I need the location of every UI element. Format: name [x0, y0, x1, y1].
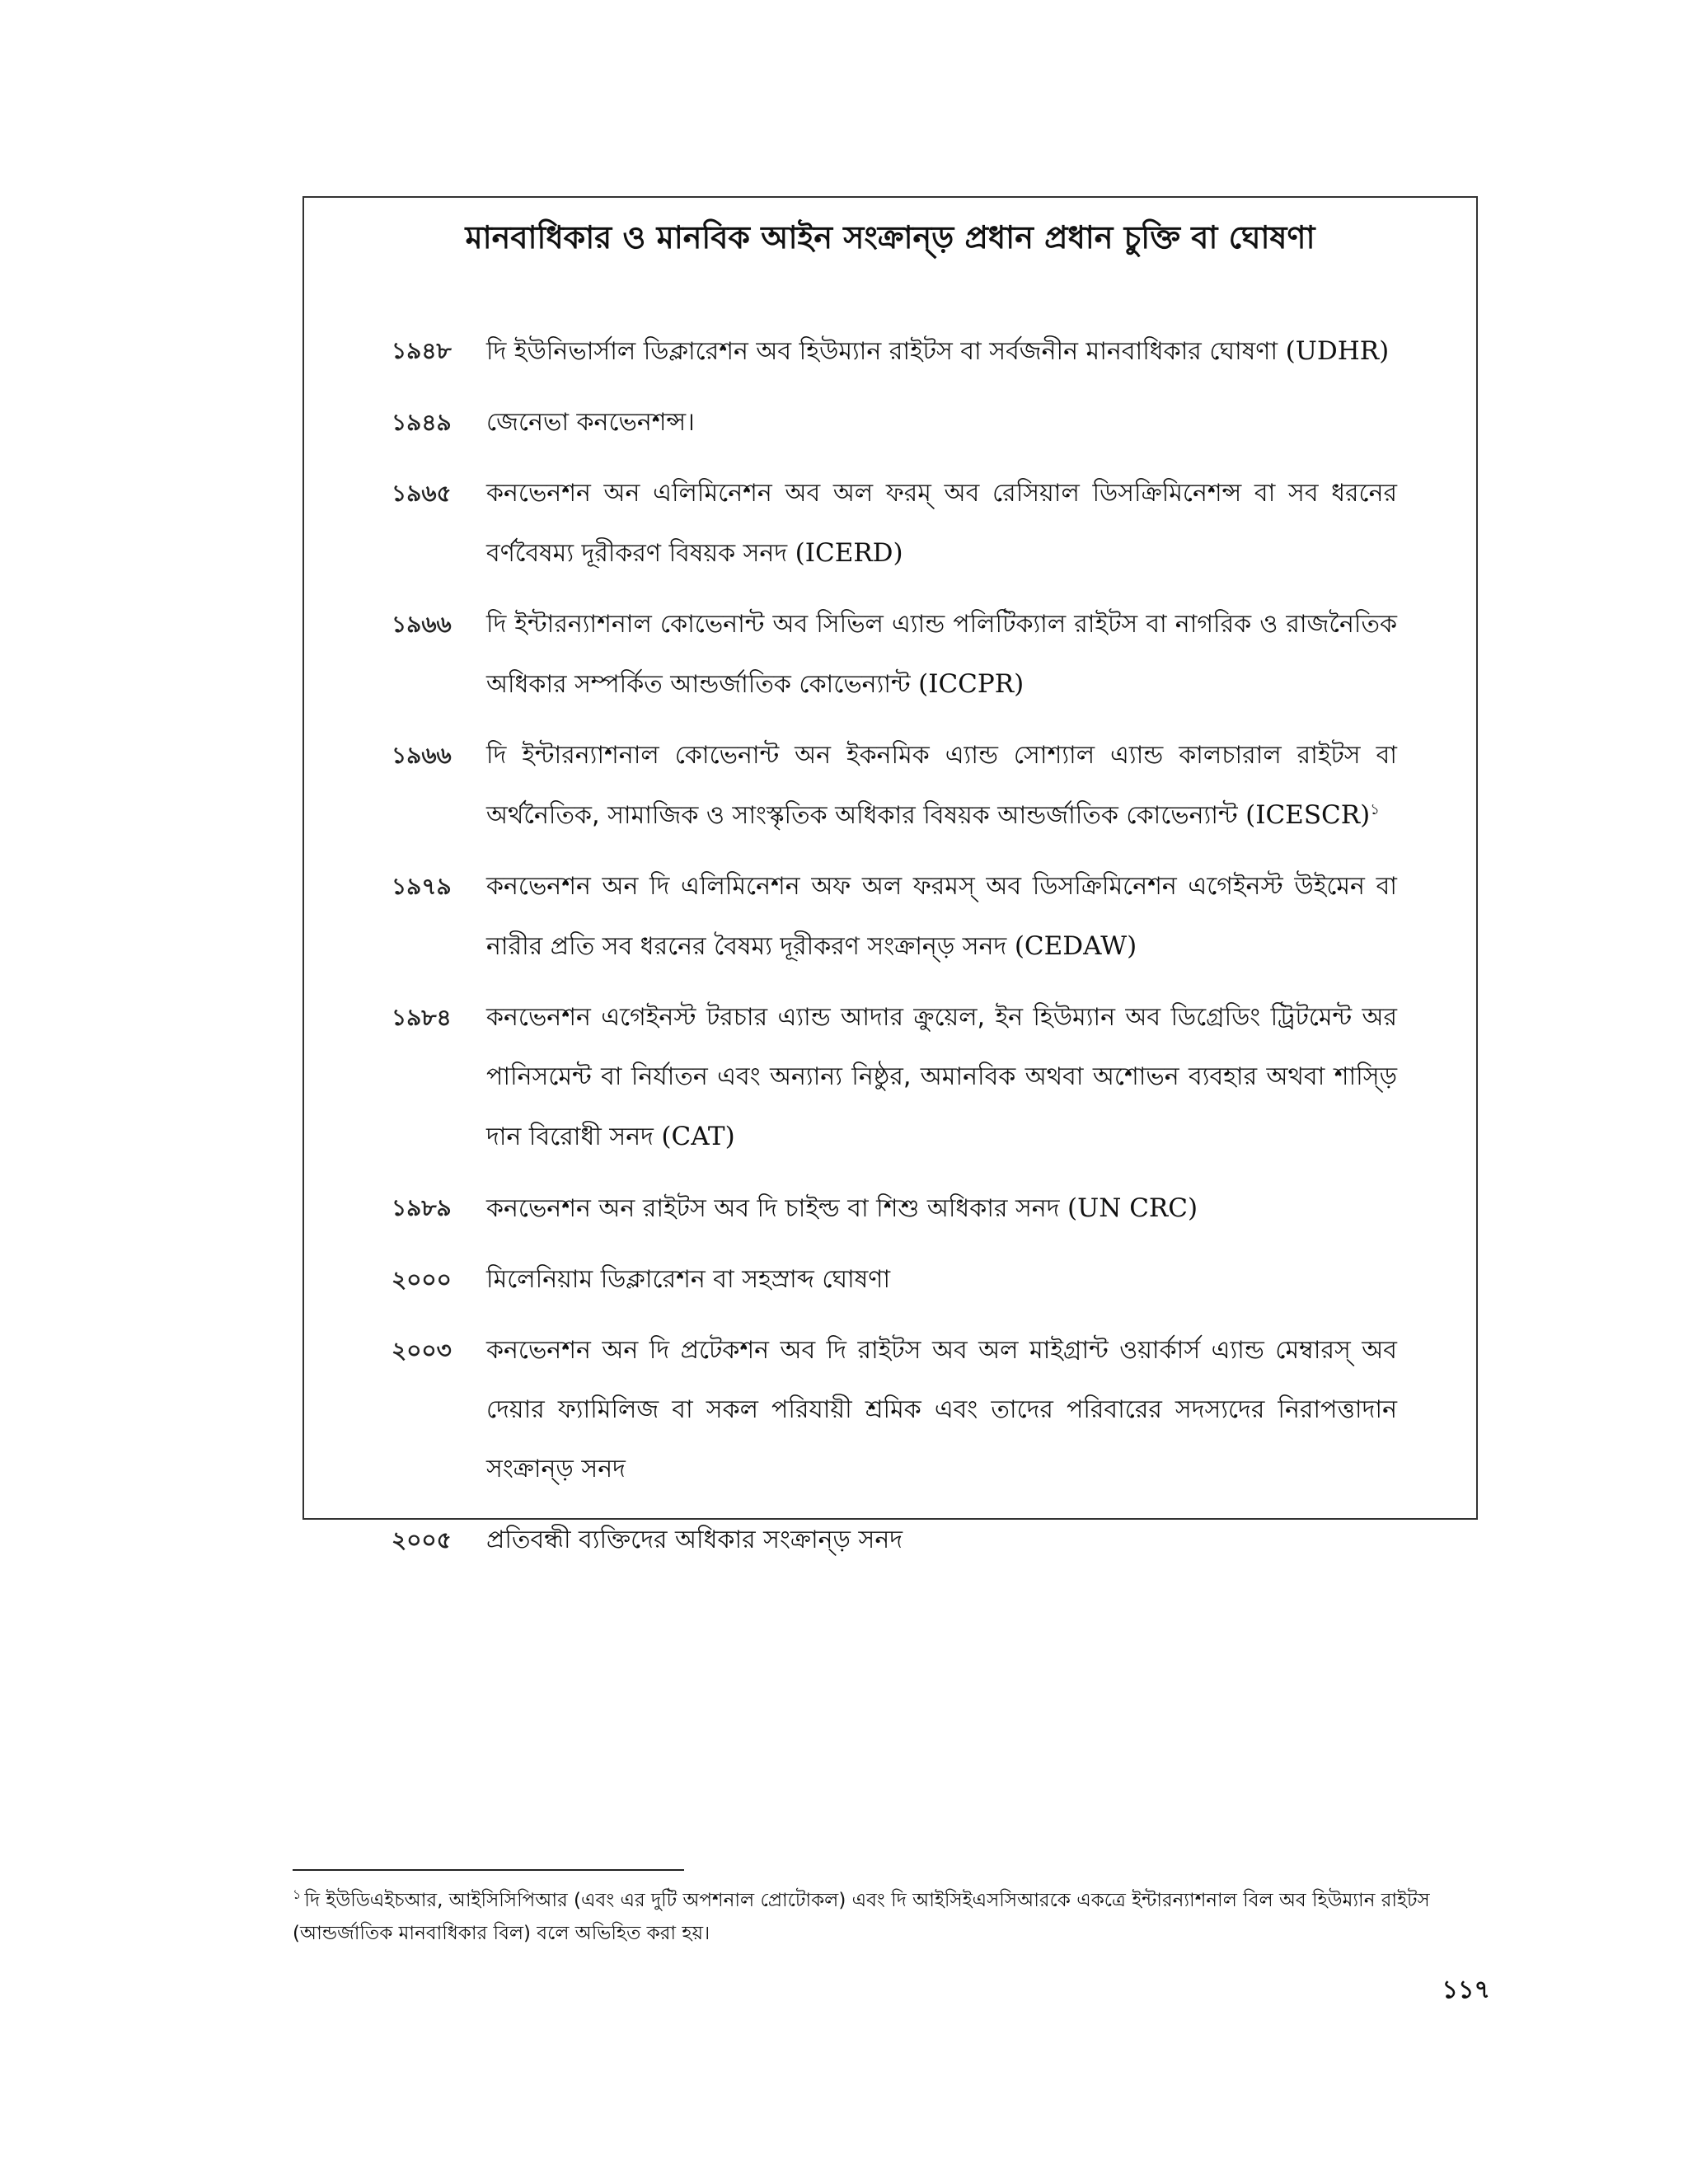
- entry-abbreviation: (CAT): [661, 1122, 735, 1151]
- treaty-entries: [392, 321, 1397, 1582]
- entry-description: জেনেভা কনভেনশন্স।: [486, 408, 695, 437]
- entry-year: ১৯৪৮: [392, 337, 452, 364]
- entry-description: কনভেনশন অন এলিমিনেশন অব অল ফরম্ অব রেসিয়াল ডিসক্রিমিনেশন্স বা সব ধরনের বর্ণবৈষম্য দূরীকরণ বিষয়ক সনদ: [486, 479, 1397, 568]
- footnote-divider: [293, 1869, 684, 1871]
- entry-text: [486, 726, 1397, 846]
- treaty-entry: [392, 1321, 1397, 1499]
- entry-description: মিলেনিয়াম ডিক্লারেশন বা সহস্রাব্দ ঘোষণা: [486, 1265, 891, 1294]
- treaty-entry: [392, 988, 1397, 1167]
- entry-text: [486, 393, 1397, 452]
- entry-description: কনভেনশন অন দি প্রটেকশন অব দি রাইটস অব অল মাইগ্রান্ট ওয়ার্কার্স এ্যান্ড মেম্বারস্ অব দেয়ার ফ্যামিলিজ বা সকল পরিযায়ী শ্রমিক এবং তাদের পরিবারের সদস্যদের নিরাপত্তাদান সংক্রান্ড় সনদ: [486, 1336, 1397, 1483]
- treaty-entry: [392, 1511, 1397, 1570]
- box-title: মানবাধিকার ও মানবিক আইন সংক্রান্ড় প্রধান প্রধান চুক্তি বা ঘোষণা: [465, 219, 1315, 255]
- entry-abbreviation: (CEDAW): [1014, 931, 1137, 961]
- page-number: ১১৭: [1442, 1975, 1490, 2004]
- treaty-entry: [392, 726, 1397, 846]
- entry-abbreviation: (UN CRC): [1067, 1193, 1198, 1223]
- entry-year: ১৯৮৯: [392, 1194, 452, 1221]
- treaty-list-box: [302, 196, 1478, 1554]
- entry-text: [486, 1179, 1397, 1239]
- entry-text: [486, 464, 1397, 583]
- entry-year: ২০০৫: [392, 1526, 452, 1554]
- entry-description: কনভেনশন অন রাইটস অব দি চাইল্ড বা শিশু অধিকার সনদ: [486, 1194, 1060, 1223]
- entry-year: ১৯৬৬: [392, 611, 452, 638]
- footnote-reference[interactable]: ১: [1370, 801, 1380, 818]
- entry-description: দি ইউনিভার্সাল ডিক্লারেশন অব হিউম্যান রাইটস বা সর্বজনীন মানবাধিকার ঘোষণা: [486, 337, 1278, 366]
- entry-text: [486, 1511, 1397, 1570]
- footnote-mark: ১: [293, 1886, 302, 1903]
- entry-year: ২০০৩: [392, 1337, 452, 1364]
- entry-text: [486, 1250, 1397, 1310]
- entry-text: [486, 988, 1397, 1167]
- entry-year: ১৯৬৫: [392, 480, 452, 507]
- entry-year: ১৯৬৬: [392, 742, 452, 769]
- entry-description: দি ইন্টারন্যাশনাল কোভেনান্ট অন ইকনমিক এ্যান্ড সোশ্যাল এ্যান্ড কালচারাল রাইটস বা অর্থনৈতিক, সামাজিক ও সাংস্কৃতিক অধিকার বিষয়ক আন্ডর্জাতিক কোভেন্যান্ট: [486, 741, 1397, 830]
- treaty-entry: [392, 321, 1397, 382]
- entry-description: দি ইন্টারন্যাশনাল কোভেনান্ট অব সিভিল এ্যান্ড পলিটিক্যাল রাইটস বা নাগরিক ও রাজনৈতিক অধিকার সম্পর্কিত আন্ডর্জাতিক কোভেন্যান্ট: [486, 610, 1397, 699]
- entry-text: [486, 1321, 1397, 1499]
- entry-description: প্রতিবন্ধী ব্যক্তিদের অধিকার সংক্রান্ড় সনদ: [486, 1526, 903, 1554]
- treaty-entry: [392, 1179, 1397, 1239]
- footnote-text: দি ইউডিএইচআর, আইসিসিপিআর (এবং এর দুটি অপশনাল প্রোটোকল) এবং দি আইসিইএসসিআরকে একত্রে ইন্টারন্যাশনাল বিল অব হিউম্যান রাইটস (আন্ডর্জাতিক মানবাধিকার বিল) বলে অভিহিত করা হয়।: [293, 1890, 1430, 1944]
- entry-year: ১৯৮৪: [392, 1004, 452, 1031]
- treaty-entry: [392, 1250, 1397, 1310]
- entry-text: [486, 595, 1397, 715]
- treaty-entry: [392, 464, 1397, 583]
- entry-abbreviation: (ICESCR): [1245, 800, 1371, 830]
- treaty-entry: [392, 393, 1397, 452]
- entry-abbreviation: (ICERD): [795, 538, 903, 568]
- entry-year: ২০০০: [392, 1266, 452, 1293]
- entry-abbreviation: (UDHR): [1285, 336, 1390, 366]
- entry-text: [486, 857, 1397, 977]
- entry-abbreviation: (ICCPR): [918, 669, 1025, 699]
- treaty-entry: [392, 595, 1397, 715]
- entry-description: কনভেনশন এগেইনস্ট টরচার এ্যান্ড আদার ক্রুয়েল, ইন হিউম্যান অব ডিগ্রেডিং ট্রিটমেন্ট অর পানিসমেন্ট বা নির্যাতন এবং অন্যান্য নিষ্ঠুর, অমানবিক অথবা অশোভন ব্যবহার অথবা শাস্ড়ি দান বিরোধী সনদ: [486, 1003, 1397, 1151]
- entry-year: ১৯৭৯: [392, 873, 452, 900]
- treaty-entry: [392, 857, 1397, 977]
- footnote: [293, 1884, 1479, 1950]
- entry-text: [486, 321, 1397, 382]
- entry-description: কনভেনশন অন দি এলিমিনেশন অফ অল ফরমস্ অব ডিসক্রিমিনেশন এগেইনস্ট উইমেন বা নারীর প্রতি সব ধরনের বৈষম্য দূরীকরণ সংক্রান্ড় সনদ: [486, 872, 1397, 961]
- entry-year: ১৯৪৯: [392, 409, 452, 436]
